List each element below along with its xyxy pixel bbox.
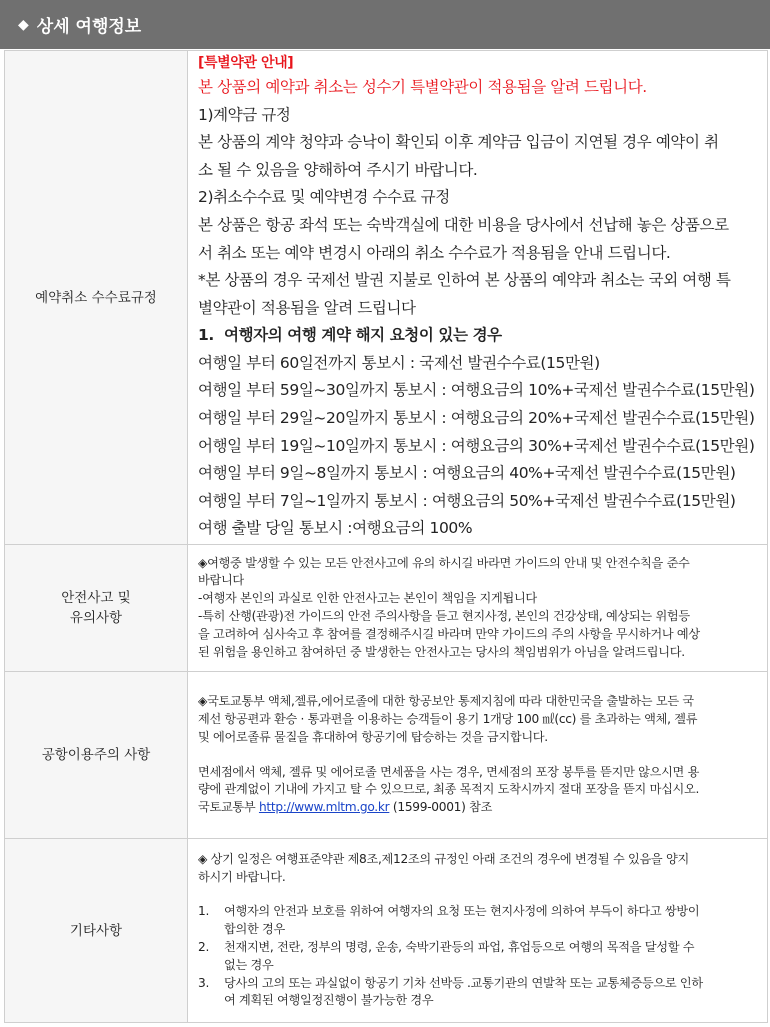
deposit-text-2: 소 될 수 있음을 양해하여 주시기 바랍니다.	[198, 160, 478, 179]
other-conditions-list	[198, 903, 757, 1010]
safety-line: -특히 산행(관광)전 가이드의 안전 주의사항을 듣고 현지사정, 본인의 건강상태, 예상되는 위험등	[198, 609, 690, 623]
list-item-text: 없는 경우	[224, 957, 274, 972]
case-title: 여행자의 여행 계약 해지 요청이 있는 경우	[224, 326, 502, 345]
safety-line: ◈여행중 발생할 수 있는 모든 안전사고에 유의 하시길 바라면 가이드의 안내 및 안전수칙을 준수	[198, 555, 690, 570]
safety-label-line-1: 안전사고 및	[61, 590, 131, 606]
case-heading	[198, 322, 757, 350]
list-item-number: 1.	[198, 904, 210, 919]
cancel-fee-content	[188, 51, 768, 545]
ministry-link[interactable]: http://www.mltm.go.kr	[258, 800, 390, 815]
airport-ministry-line	[198, 799, 757, 817]
list-item-number: 2.	[198, 940, 210, 954]
safety-line: 바랍니다	[198, 573, 244, 588]
fee-text-2: 서 취소 또는 예약 변경시 아래의 취소 수수료가 적용됨을 안내 드립니다.	[198, 243, 671, 262]
airport-line: 면세점에서 액체, 젤류 및 에어로졸 면세품을 사는 경우, 면세점의 포장 봉투를 뜯지만 않으시면 용	[198, 764, 700, 779]
fee-text-1: 본 상품은 항공 좌석 또는 숙박객실에 대한 비용을 당사에서 선납해 놓은 상품으로	[198, 215, 729, 234]
notice-title: [특별약관 안내]	[198, 54, 294, 71]
other-intro-line-1: ◈ 상기 일정은 여행표준약관 제8조,제12조의 규정인 아래 조건의 경우에 변경될 수 있음을 양지	[198, 851, 689, 866]
diamond-bullet-icon: ◆	[18, 16, 29, 33]
other-row	[5, 839, 768, 1023]
deposit-title: 1)계약금 규정	[198, 105, 291, 124]
deposit-text-1: 본 상품의 계약 청약과 승낙이 확인되 이후 계약금 입금이 지연될 경우 예약이 취	[198, 133, 719, 152]
fee-title: 2)취소수수료 및 예약변경 수수료 규정	[198, 188, 450, 207]
safety-row	[5, 545, 768, 672]
airport-label: 공항이용주의 사항	[5, 672, 188, 839]
fee-line: 여행일 부터 29일~20일까지 통보시 : 여행요금의 20%+국제선 발권수수료(15만원)	[198, 409, 755, 428]
safety-label	[5, 545, 188, 672]
case-number: 1.	[198, 326, 214, 345]
airport-row	[5, 672, 768, 839]
fee-line: 여행일 부터 59일~30일까지 통보시 : 여행요금의 10%+국제선 발권수수료(15만원)	[198, 381, 755, 400]
other-label: 기타사항	[5, 839, 188, 1023]
travel-info-table	[4, 50, 768, 1023]
intl-text-2: 별약관이 적용됨을 알려 드립니다	[198, 298, 416, 317]
airport-content	[188, 672, 768, 839]
list-item-text: 여행자의 안전과 보호를 위하여 여행자의 요청 또는 현지사정에 의하여 부득이 하다고 쌍방이	[224, 904, 700, 919]
section-header	[0, 0, 770, 49]
airport-line: 제선 항공편과 환승 · 통과편을 이용하는 승객들이 용기 1개당 100 ㎖(cc) 를 초과하는 액체, 젤류	[198, 711, 698, 726]
safety-line: 된 위험을 용인하고 참여하던 중 발생한는 안전사고는 당사의 책임범위가 아님을 알려드립니다.	[198, 644, 685, 659]
list-item	[198, 939, 757, 975]
list-item-text: 여 계획된 여행일정진행이 불가능한 경우	[224, 993, 434, 1008]
cancel-fee-label: 예약취소 수수료규정	[5, 51, 188, 545]
airport-line: 량에 관계없이 기내에 가지고 탈 수 있으므로, 최종 목적지 도착시까지 절대 포장을 뜯지 마십시오.	[198, 782, 700, 797]
intl-text-1: *본 상품의 경우 국제선 발권 지불로 인하여 본 상품의 예약과 취소는 국외 여행 특	[198, 271, 731, 290]
ministry-phone: (1599-0001) 참조	[389, 800, 493, 815]
fee-line: 어행일 부터 19일~10일까지 통보시 : 여행요금의 30%+국제선 발권수수료(15만원)	[198, 436, 755, 455]
section-title: 상세 여행정보	[36, 17, 142, 37]
other-intro-line-2: 하시기 바랍니다.	[198, 869, 286, 884]
list-item-text: 합의한 경우	[224, 922, 285, 937]
ministry-name: 국토교통부	[198, 800, 256, 815]
other-content	[188, 839, 768, 1023]
safety-label-line-2: 유의사항	[69, 610, 123, 626]
airport-line: 및 에어로졸류 물질을 휴대하여 항공기에 탑승하는 것을 금지합니다.	[198, 729, 548, 744]
safety-content	[188, 545, 768, 672]
safety-line: 을 고려하여 심사숙고 후 참여를 결정해주시길 바라며 만약 가이드의 주의 사항을 무시하거나 예상	[198, 626, 700, 641]
list-item-number: 3.	[198, 975, 210, 990]
list-item	[198, 975, 757, 1011]
fee-line: 여행일 부터 60일전까지 통보시 : 국제선 발권수수료(15만원)	[198, 353, 600, 372]
list-item-text: 천재지변, 전란, 정부의 명령, 운송, 숙박기관등의 파업, 휴업등으로 여행의 목적을 달성할 수	[224, 940, 695, 954]
fee-line: 여행 출발 당일 통보시 :여행요금의 100%	[198, 519, 473, 538]
list-item-text: 당사의 고의 또는 과실없이 항공기 기차 선박등 .교통기관의 연발착 또는 교통체증등으로 인하	[224, 975, 703, 990]
notice-text: 본 상품의 예약과 취소는 성수기 특별약관이 적용됨을 알려 드립니다.	[198, 77, 647, 96]
fee-line: 여행일 부터 7일~1일까지 통보시 : 여행요금의 50%+국제선 발권수수료(15만원)	[198, 491, 736, 510]
airport-line: ◈국토교통부 액체,젤류,에어로졸에 대한 항공보안 통제지침에 따라 대한민국을 출발하는 모든 국	[198, 694, 694, 709]
fee-line: 여행일 부터 9일~8일까지 통보시 : 여행요금의 40%+국제선 발권수수료(15만원)	[198, 464, 736, 483]
list-item	[198, 903, 757, 939]
cancel-fee-row	[5, 51, 768, 545]
safety-line: -여행자 본인의 과실로 인한 안전사고는 본인이 책임을 지게됩니다	[198, 591, 537, 606]
